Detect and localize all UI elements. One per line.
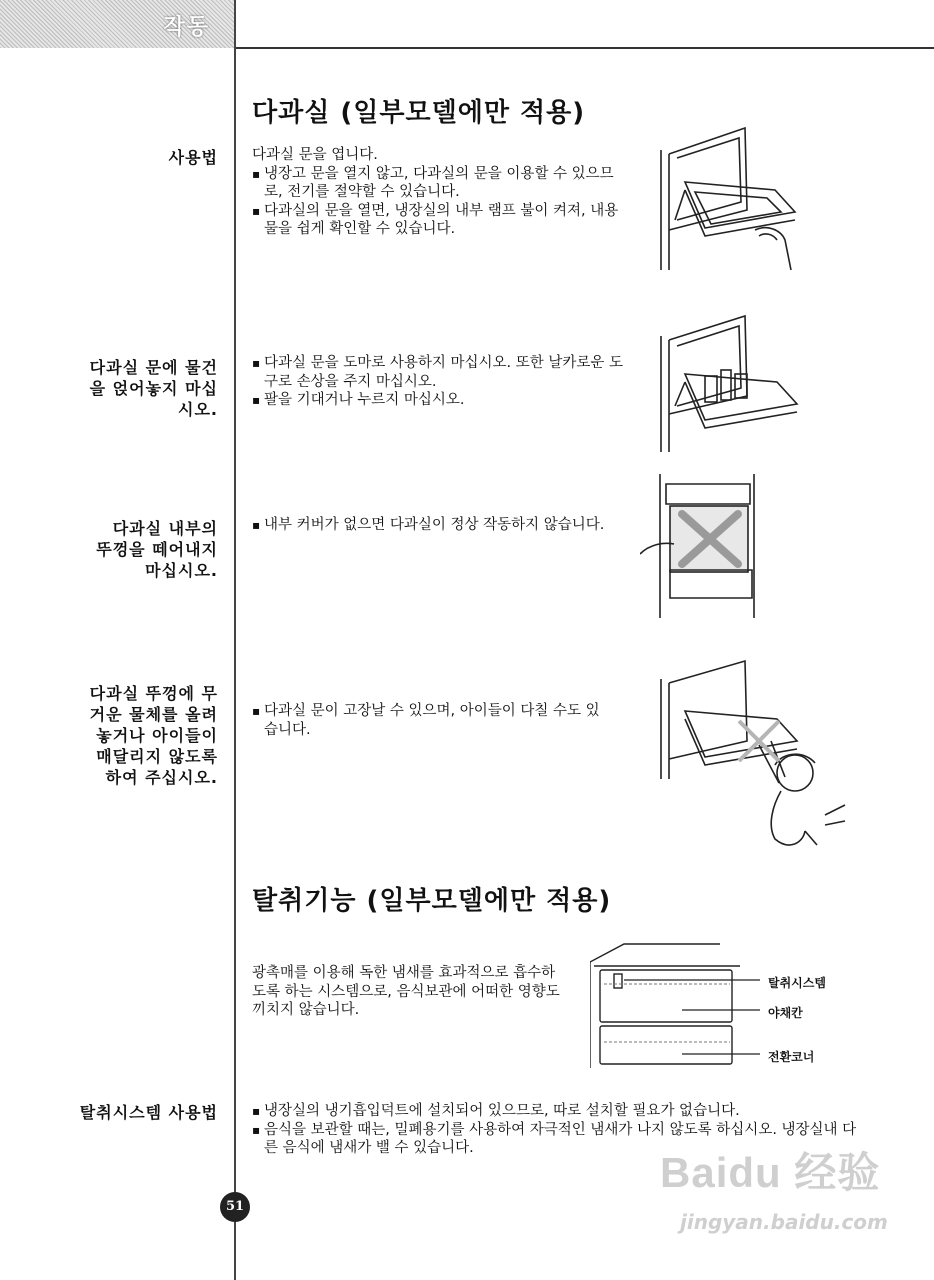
side-heading-no-remove-cover: 다과실 내부의 뚜껑을 떼어내지 마십시오. bbox=[96, 519, 218, 580]
figure-deodorizer-diagram bbox=[590, 940, 760, 1070]
no-objects-bullet: ▪ 다과실 문을 도마로 사용하지 마십시오. 또한 날카로운 도구로 손상을 주지 마십시오. bbox=[252, 354, 624, 391]
column-divider bbox=[234, 0, 236, 1280]
label-conversion-corner: 전환코너 bbox=[768, 1050, 815, 1064]
side-heading-usage: 사용법 bbox=[168, 148, 218, 167]
deodorizer-description bbox=[252, 964, 564, 1020]
side-heading-no-heavy-objects: 다과실 뚜껑에 무 거운 물체를 올려 놓거나 아이들이 매달리지 않도록 하여 주십시오. bbox=[89, 684, 218, 787]
deodorizer-usage-bullet: ▪ 음식을 보관할 때는, 밀폐용기를 사용하여 자극적인 냄새가 나지 않도록 하십시오. 냉장실내 다른 음식에 냄새가 밸 수 있습니다. bbox=[252, 1121, 862, 1158]
figure-door-with-items bbox=[655, 310, 805, 455]
header-rule bbox=[234, 47, 934, 49]
no-objects-bullet: ▪ 팔을 기대거나 누르지 마십시오. bbox=[252, 391, 624, 410]
usage-bullet: ▪ 다과실의 문을 열면, 냉장실의 내부 램프 불이 켜져, 내용물을 쉽게 확인할 수 있습니다. bbox=[252, 202, 620, 239]
side-heading-deodorizer-usage: 탈취시스템 사용법 bbox=[79, 1103, 218, 1122]
page-number: 51 bbox=[220, 1192, 250, 1222]
deodorizer-intro: 광촉매를 이용해 독한 냄새를 효과적으로 흡수하도록 하는 시스템으로, 음식보관에 어떠한 영향도 끼치지 않습니다. bbox=[252, 965, 560, 1018]
figure-child-hanging bbox=[655, 655, 850, 860]
section-tab bbox=[0, 0, 234, 48]
section-heading-snack-compartment: 다과실 (일부모델에만 적용) bbox=[252, 98, 586, 128]
deodorizer-usage-bullet: ▪ 냉장실의 냉기흡입덕트에 설치되어 있으므로, 따로 설치할 필요가 없습니다. bbox=[252, 1102, 862, 1121]
section-tab-label: 작동 bbox=[163, 15, 210, 40]
no-objects-text bbox=[252, 354, 624, 410]
side-heading-no-objects: 다과실 문에 물건 을 얹어놓지 마십 시오. bbox=[89, 358, 218, 419]
label-vegetable-drawer: 야채칸 bbox=[768, 1006, 803, 1020]
usage-intro: 다과실 문을 엽니다. bbox=[252, 147, 378, 163]
figure-open-door bbox=[655, 120, 805, 275]
watermark bbox=[660, 1140, 888, 1234]
no-remove-cover-text bbox=[252, 516, 624, 535]
no-heavy-objects-bullet: ▪ 다과실 문이 고장날 수 있으며, 아이들이 다칠 수도 있습니다. bbox=[252, 702, 612, 739]
watermark-url: jingyan.baidu.com bbox=[680, 1210, 888, 1234]
usage-bullet: ▪ 냉장고 문을 열지 않고, 다과실의 문을 이용할 수 있으므로, 전기를 절약할 수 있습니다. bbox=[252, 165, 620, 202]
section-heading-deodorizer: 탈취기능 (일부모델에만 적용) bbox=[252, 886, 612, 916]
usage-text bbox=[252, 146, 620, 239]
watermark-brand: Baidu 经验 bbox=[660, 1149, 881, 1196]
figure-cover-removed bbox=[640, 470, 770, 620]
no-remove-cover-bullet: ▪ 내부 커버가 없으면 다과실이 정상 작동하지 않습니다. bbox=[252, 516, 624, 535]
label-deodorizer-system: 탈취시스템 bbox=[768, 976, 826, 990]
no-heavy-objects-text bbox=[252, 702, 612, 739]
